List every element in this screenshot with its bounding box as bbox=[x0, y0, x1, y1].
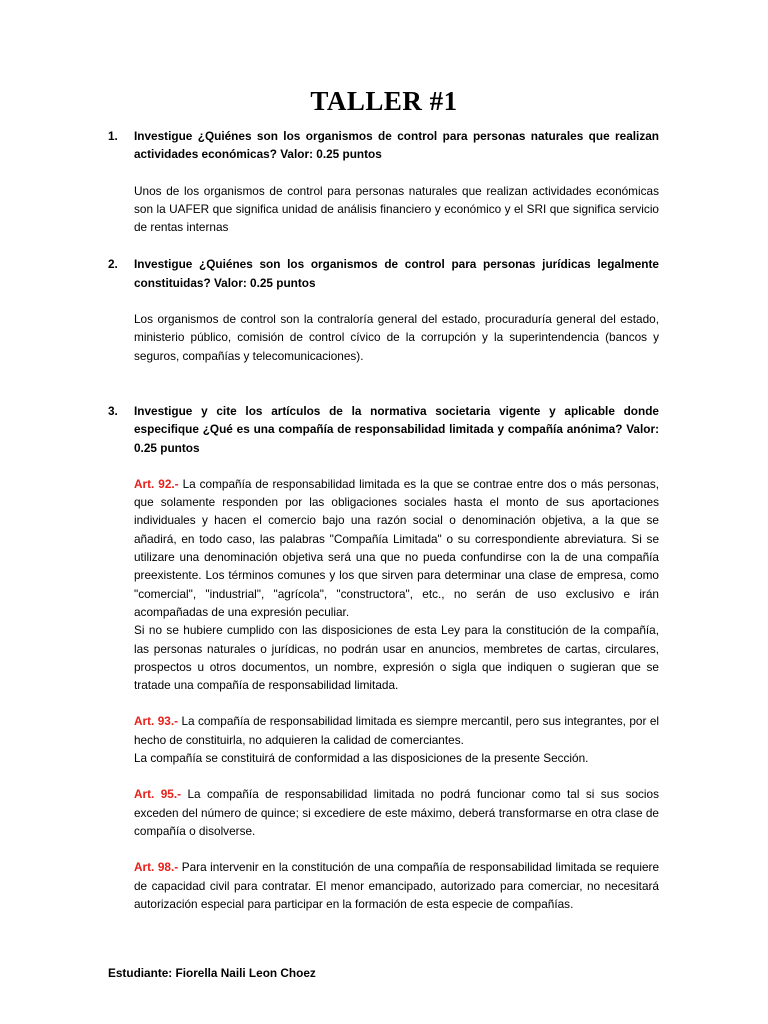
article-98 bbox=[108, 858, 659, 913]
article-label: Art. 95.- bbox=[134, 787, 182, 802]
document-body bbox=[108, 127, 659, 913]
article-95 bbox=[108, 785, 659, 840]
article-92-continuation: Si no se hubiere cumplido con las disposiciones de esta Ley para la constitución de la compañía, las personas naturales o jurídicas, no podrán usar en anuncios, membretes de cartas, circulares, prospectos u otros documentos, un nombre, expresión o sigla que indiquen o sugieran que se tratade una compañía de responsabilidad limitada. bbox=[134, 623, 659, 693]
article-label: Art. 93.- bbox=[134, 714, 179, 729]
question-2 bbox=[108, 255, 659, 292]
question-1 bbox=[108, 127, 659, 164]
question-number: 3. bbox=[108, 403, 118, 418]
question-number: 1. bbox=[108, 129, 118, 143]
article-92 bbox=[108, 475, 659, 621]
question-3 bbox=[108, 402, 659, 457]
article-text: La compañía de responsabilidad limitada no podrá funcionar como tal si sus socios exceden del número de quince; si excediere de este máximo, deberá transformarse en otra clase de compañía o disolverse. bbox=[134, 787, 660, 838]
article-label: Art. 92.- bbox=[134, 476, 179, 491]
question-text: Investigue ¿Quiénes son los organismos de control para personas naturales que realizan actividades económicas? Valor: 0.25 puntos bbox=[134, 129, 659, 162]
page-title: TALLER #1 bbox=[310, 86, 458, 116]
article-93 bbox=[108, 712, 659, 749]
answer-2: Los organismos de control son la contraloría general del estado, procuraduría general del estado, ministerio público, comisión de control cívico de la corrupción y la superintendencia (bancos y seguros, compañías y telecomunicaciones). bbox=[134, 312, 659, 363]
article-text: La compañía de responsabilidad limitada es la que se contrae entre dos o más personas, que solamente responden por las obligaciones sociales hasta el monto de sus aportaciones individuales y hacen el comercio bajo una razón social o denominación objetiva, a la que se añadirá, en todo caso, las palabras "Compañía Limitada" o su correspondiente abreviatura. Si se utilizare una denominación objetiva será una que no pueda confundirse con la de una compañía preexistente. Los términos comunes y los que sirven para determinar una clase de empresa, como "comercial", "industrial", "agrícola", "constructora", etc., no serán de uso exclusivo e irán acompañadas de una expresión peculiar. bbox=[134, 476, 659, 619]
article-text: La compañía de responsabilidad limitada es siempre mercantil, pero sus integrantes, por el hecho de constituirla, no adquieren la calidad de comerciantes. bbox=[134, 714, 659, 747]
article-text: Para intervenir en la constitución de una compañía de responsabilidad limitada se requiere de capacidad civil para contratar. El menor emancipado, autorizado para comerciar, no necesitará autorización especial para participar en la formación de esta especie de compañías. bbox=[134, 860, 660, 911]
question-text: Investigue y cite los artículos de la normativa societaria vigente y aplicable donde especifique ¿Qué es una compañía de responsabilidad limitada y compañía anónima? Valor: 0.25 puntos bbox=[134, 403, 659, 455]
article-93-continuation: La compañía se constituirá de conformidad a las disposiciones de la presente Sección. bbox=[134, 751, 589, 766]
article-label: Art. 98.- bbox=[134, 860, 179, 875]
answer-1: Unos de los organismos de control para personas naturales que realizan actividades económicas son la UAFER que significa unidad de análisis financiero y económico y el SRI que significa servicio de rentas internas bbox=[134, 183, 659, 235]
question-number: 2. bbox=[108, 257, 118, 272]
question-text: Investigue ¿Quiénes son los organismos de control para personas jurídicas legalmente constituidas? Valor: 0.25 puntos bbox=[134, 257, 659, 290]
student-name: Estudiante: Fiorella Naili Leon Choez bbox=[108, 966, 316, 980]
